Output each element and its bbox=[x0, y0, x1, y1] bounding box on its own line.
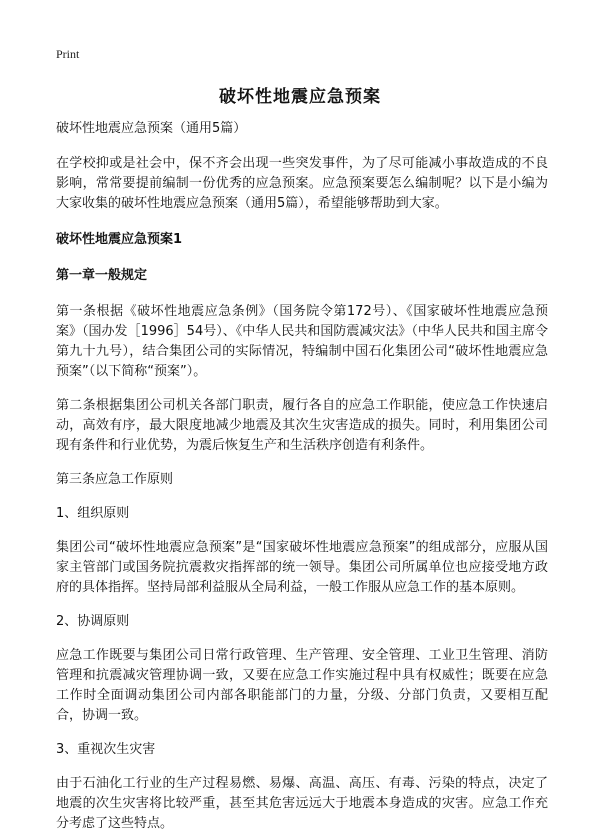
principle-2-title: 2、协调原则 bbox=[56, 614, 130, 629]
intro-paragraph: 在学校抑或是社会中，保不齐会出现一些突发事件，为了尽可能减小事故造成的不良影响，常常要提前编制一份优秀的应急预案。应急预案要怎么编制呢？以下是小编为大家收集的破坏性地震应急预案（通用5篇），希望能够帮助到大家。 bbox=[56, 156, 548, 211]
chapter-heading: 第一章一般规定 bbox=[56, 268, 148, 283]
section-heading: 破坏性地震应急预案1 bbox=[56, 232, 183, 247]
principle-1-title: 1、组织原则 bbox=[56, 506, 130, 521]
principle-2-text: 应急工作既要与集团公司日常行政管理、生产管理、安全管理、工业卫生管理、消防管理和抗震减灾管理协调一致，又要在应急工作实施过程中具有权威性；既要在应急工作时全面调动集团公司内部各职能部门的力量，分级、分部门负责，又要相互配合，协调一致。 bbox=[56, 648, 548, 723]
print-label[interactable]: Print bbox=[56, 47, 80, 61]
principle-1-text: 集团公司“破坏性地震应急预案”是“国家破坏性地震应急预案”的组成部分，应服从国家主管部门或国务院抗震救灾指挥部的统一领导。集团公司所属单位也应接受地方政府的具体指挥。坚持局部利益服从全局利益，一般工作服从应急工作的基本原则。 bbox=[56, 540, 548, 595]
article-1-paragraph: 第一条根据《破坏性地震应急条例》（国务院令第172号）、《国家破坏性地震应急预案》（国办发［1996］54号）、《中华人民共和国防震减灾法》（中华人民共和国主席令第九十九号），结合集团公司的实际情况，特编制中国石化集团公司“破坏性地震应急预案”（以下简称“预案”）。 bbox=[56, 304, 548, 379]
article-2-paragraph: 第二条根据集团公司机关各部门职责，履行各自的应急工作职能，使应急工作快速启动，高效有序，最大限度地减少地震及其次生灾害造成的损失。同时，利用集团公司现有条件和行业优势，为震后恢复生产和生活秩序创造有利条件。 bbox=[56, 398, 548, 453]
document-body bbox=[56, 119, 548, 834]
article-3-heading: 第三条应急工作原则 bbox=[56, 472, 174, 487]
page-title: 破坏性地震应急预案 bbox=[219, 87, 381, 107]
document-subtitle: 破坏性地震应急预案（通用5篇） bbox=[56, 121, 247, 136]
principle-3-text: 由于石油化工行业的生产过程易燃、易爆、高温、高压、有毒、污染的特点，决定了地震的次生灾害将比较严重，甚至其危害远远大于地震本身造成的灾害。应急工作充分考虑了这些特点。 bbox=[56, 776, 548, 831]
principle-3-title: 3、重视次生灾害 bbox=[56, 742, 156, 757]
